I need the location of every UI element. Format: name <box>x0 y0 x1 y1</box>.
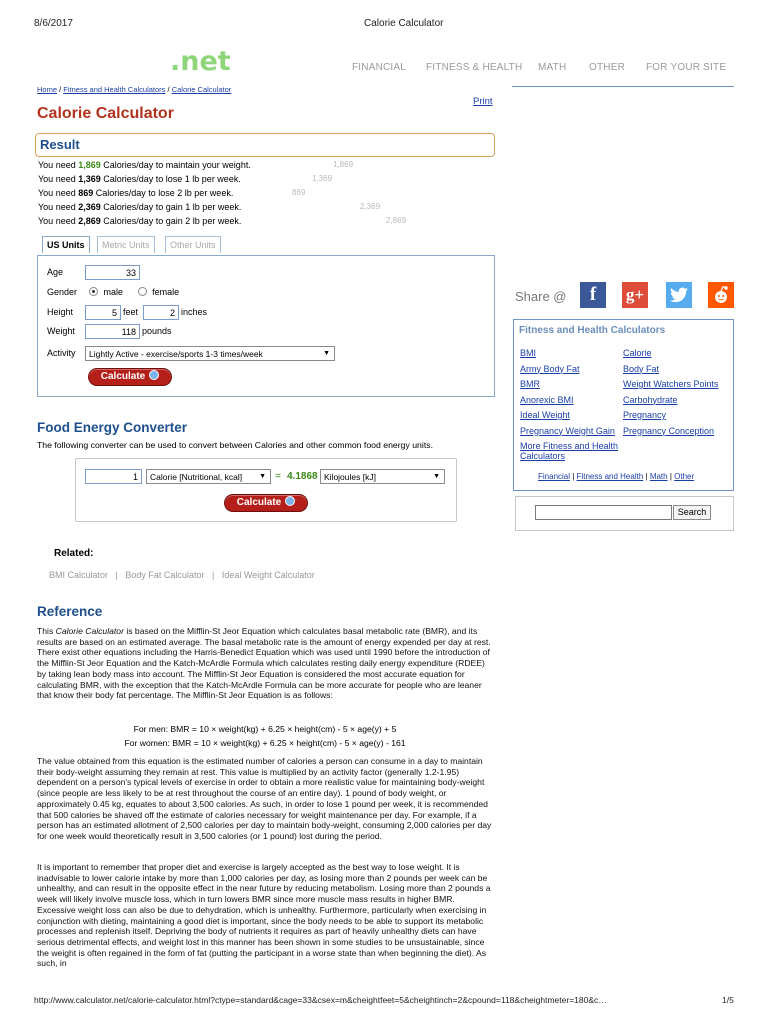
food-energy-heading: Food Energy Converter <box>37 420 188 435</box>
result-marker: 1,869 <box>333 160 354 169</box>
equation-men: For men: BMR = 10 × weight(kg) + 6.25 × height(cm) - 5 × age(y) + 5 <box>133 724 397 734</box>
reference-paragraph-3: It is important to remember that proper diet and exercise is largely accepted as the best way to lose weight. It is inadvisable to lower calorie intake by more than 1,000 calories per day, as losing more than 2 pounds per week can be unhealthy, and can result in the opposite effect in the near future by reducing metabolism. Losing more than 2 pounds a week will likely involve muscle loss, which in turn lowers BMR since more muscle mass results in higher BMR. Excessive weight loss can also be due to dehydration, which is unhealthy. Furthermore, particularly when exercising in conjunction with dieting, maintaining a good diet is important, since the body needs to be able to support its metabolic processes and replenish itself. Depriving the body of nutrients it requires as part of heavily unhealthy diets can have serious detrimental effects, and weight lost in this manner has been shown in some studies to be unsustainable, since the weight is often regained in the form of fat (putting the participant in a worse state than when beginning the diet). As such, in <box>37 862 491 969</box>
breadcrumb: Home / Fitness and Health Calculators / Calorie Calculator <box>37 85 232 94</box>
weight-label: Weight <box>47 326 75 336</box>
sidebar-link[interactable]: Pregnancy Weight Gain <box>520 425 615 436</box>
nav-fitness-health[interactable]: FITNESS & HEALTH <box>426 62 523 73</box>
height-inches-input[interactable]: 2 <box>143 305 179 320</box>
chevron-down-icon: ▼ <box>433 473 440 480</box>
breadcrumb-current[interactable]: Calorie Calculator <box>171 85 232 94</box>
print-link[interactable]: Print <box>473 96 493 107</box>
result-marker: 869 <box>292 188 306 197</box>
sidebar-more-link[interactable]: More Fitness and Health Calculators <box>520 441 619 461</box>
age-input[interactable]: 33 <box>85 265 140 280</box>
result-marker: 2,369 <box>360 202 381 211</box>
sidebar-footer-links: Financial | Fitness and Health | Math | Other <box>538 472 695 481</box>
sidebar-footer-financial[interactable]: Financial <box>538 472 571 481</box>
sidebar-link[interactable]: Anorexic BMI <box>520 394 574 405</box>
related-links: BMI Calculator | Body Fat Calculator | Ideal Weight Calculator <box>49 570 315 580</box>
reference-heading: Reference <box>37 604 103 619</box>
sidebar-link[interactable]: Calorie <box>623 348 652 358</box>
sidebar-left-column <box>520 346 615 439</box>
gender-options <box>89 285 179 299</box>
sidebar-link[interactable]: BMR <box>520 379 540 389</box>
result-row: You need 869 Calories/day to lose 2 lb per week. 869 <box>38 188 306 198</box>
tab-other-units[interactable]: Other Units <box>165 236 221 253</box>
sidebar-heading: Fitness and Health Calculators <box>519 325 666 336</box>
sidebar-link[interactable]: Weight Watchers Points <box>623 379 719 389</box>
converter-result: 4.1868 <box>287 471 318 482</box>
feet-label: feet <box>123 307 139 317</box>
nav-for-your-site[interactable]: FOR YOUR SITE <box>646 62 727 73</box>
sidebar-link[interactable]: Carbohydrate <box>623 394 678 405</box>
reddit-icon[interactable] <box>708 282 734 308</box>
related-ideal-weight-link[interactable]: Ideal Weight Calculator <box>221 570 315 580</box>
arrow-icon <box>285 496 295 506</box>
print-date: 8/6/2017 <box>34 18 73 29</box>
nav-underline <box>512 86 734 87</box>
nav-math[interactable]: MATH <box>538 62 567 73</box>
height-feet-input[interactable]: 5 <box>85 305 121 320</box>
gender-label: Gender <box>47 287 78 297</box>
sidebar-link[interactable]: Army Body Fat <box>520 363 580 374</box>
male-label: male <box>103 287 124 297</box>
calorie-value: 2,369 <box>78 202 101 212</box>
result-marker: 1,369 <box>312 174 333 183</box>
activity-selected: Lightly Active - exercise/sports 1-3 times/week <box>89 349 263 359</box>
female-label: female <box>152 287 180 297</box>
equals-sign: = <box>275 471 281 482</box>
sidebar-footer-other[interactable]: Other <box>674 472 695 481</box>
calorie-value: 1,869 <box>78 160 101 170</box>
site-logo[interactable]: .net <box>170 46 231 77</box>
result-row: You need 2,869 Calories/day to gain 2 lb per week. 2,869 <box>38 216 407 226</box>
page-number: 1/5 <box>722 995 734 1005</box>
height-label: Height <box>47 307 74 317</box>
reference-paragraph-2: The value obtained from this equation is the estimated number of calories a person can consume in a day to maintain their body-weight assuming they remain at rest. This value is multiplied by an activity factor (generally 1.2-1.95) dependent on a person's typical levels of exercise in order to obtain a more realistic value for maintaining body-weight (since people are less likely to be at rest throughout the course of an entire day). 1 pound of body weight, or approximately 0.45 kg, equates to about 3,500 calories. As such, in order to lose 1 pound per week, it is recommended that 500 calories be shaved off the estimate of calories necessary for weight maintenance per day. For example, if a person has an estimated allotment of 2,500 calories per day to maintain body-weight, consuming 2,000 calories per day for one week would theoretically result in 3,500 calories (or 1 pound) lost during the period. <box>37 756 492 841</box>
calorie-value: 869 <box>78 188 94 198</box>
sidebar-right-column <box>623 346 719 439</box>
sidebar-link[interactable]: Pregnancy <box>623 410 667 420</box>
share-label: Share @ <box>515 289 567 304</box>
converter-calculate-button[interactable]: Calculate <box>224 494 308 512</box>
arrow-icon <box>149 370 159 380</box>
converter-to-select[interactable]: Kilojoules [kJ] ▼ <box>320 469 445 484</box>
result-heading: Result <box>40 137 80 152</box>
activity-label: Activity <box>47 348 76 358</box>
pounds-label: pounds <box>142 326 172 336</box>
calorie-value: 2,869 <box>78 216 101 226</box>
tab-metric-units[interactable]: Metric Units <box>97 236 155 253</box>
page-title: Calorie Calculator <box>37 105 174 122</box>
related-body-fat-link[interactable]: Body Fat Calculator <box>125 570 205 580</box>
chevron-down-icon: ▼ <box>323 350 330 357</box>
related-heading: Related: <box>54 548 94 559</box>
food-energy-description: The following converter can be used to convert between Calories and other common food energy units. <box>37 440 433 450</box>
activity-select[interactable] <box>85 346 335 361</box>
inches-label: inches <box>181 307 208 317</box>
related-bmi-link[interactable]: BMI Calculator <box>49 570 109 580</box>
result-marker: 2,869 <box>386 216 407 225</box>
converter-panel <box>75 458 457 522</box>
print-page-title: Calorie Calculator <box>364 18 444 29</box>
weight-input[interactable]: 118 <box>85 324 140 339</box>
result-row: You need 1,369 Calories/day to lose 1 lb per week. 1,369 <box>38 174 333 184</box>
converter-input[interactable]: 1 <box>85 469 142 484</box>
equation-women: For women: BMR = 10 × weight(kg) + 6.25 × height(cm) - 5 × age(y) - 161 <box>124 738 406 748</box>
result-box <box>35 133 495 157</box>
result-row: You need 1,869 Calories/day to maintain your weight. 1,869 <box>38 160 354 170</box>
twitter-icon[interactable] <box>666 282 692 308</box>
converter-from-select[interactable]: Calorie [Nutritional, kcal] ▼ <box>146 469 271 484</box>
tab-us-units[interactable]: US Units <box>42 236 90 253</box>
breadcrumb-home[interactable]: Home <box>37 85 58 94</box>
breadcrumb-section[interactable]: Fitness and Health Calculators <box>63 85 166 94</box>
search-button[interactable]: Search <box>673 505 711 520</box>
sidebar-footer-fitness[interactable]: Fitness and Health <box>576 472 644 481</box>
reference-paragraph-1: This Calorie Calculator is based on the Mifflin-St Jeor Equation which calculates basal metabolic rate (BMR), and its results are based on an estimated average. The basal metabolic rate is the amount of energy expended per day at rest. There exist other equations including the Harris-Benedict Equation which was used until 1990 before the introduction of the Mifflin-St Jeor Equation and the Katch-McArdle Formula which calculates resting daily energy expenditure (RDEE) by taking lean body mass into account. The Mifflin-St Jeor Equation is considered the most accurate equation for calculating BMR, with the exception that the Katch-McArdle Formula can be more accurate for people who are leaner that know their body fat percentage. The Mifflin-St Jeor Equation is as follows: <box>37 626 491 701</box>
search-input[interactable] <box>535 505 672 520</box>
nav-financial[interactable]: FINANCIAL <box>352 62 407 73</box>
chevron-down-icon: ▼ <box>259 473 266 480</box>
male-radio[interactable] <box>89 287 98 296</box>
google-plus-icon[interactable]: g+ <box>622 282 648 308</box>
sidebar-link[interactable]: Body Fat <box>623 363 660 374</box>
nav-other[interactable]: OTHER <box>589 62 625 73</box>
result-row: You need 2,369 Calories/day to gain 1 lb per week. 2,369 <box>38 202 381 212</box>
page-url: http://www.calculator.net/calorie-calculator.html?ctype=standard&cage=33&csex=m&cheightfeet=5&cheightinch=2&cpound=118&cheightmeter=180&c… <box>34 995 607 1005</box>
facebook-icon[interactable]: f <box>580 282 606 308</box>
result-list <box>38 158 498 228</box>
age-label: Age <box>47 267 64 277</box>
calculate-button[interactable]: Calculate <box>88 368 172 386</box>
sidebar-footer-math[interactable]: Math <box>649 472 668 481</box>
sidebar-link[interactable]: Ideal Weight <box>520 410 570 420</box>
calorie-value: 1,369 <box>78 174 101 184</box>
female-radio[interactable] <box>138 287 147 296</box>
sidebar-link[interactable]: BMI <box>520 348 537 358</box>
sidebar-link[interactable]: Pregnancy Conception <box>623 425 715 436</box>
